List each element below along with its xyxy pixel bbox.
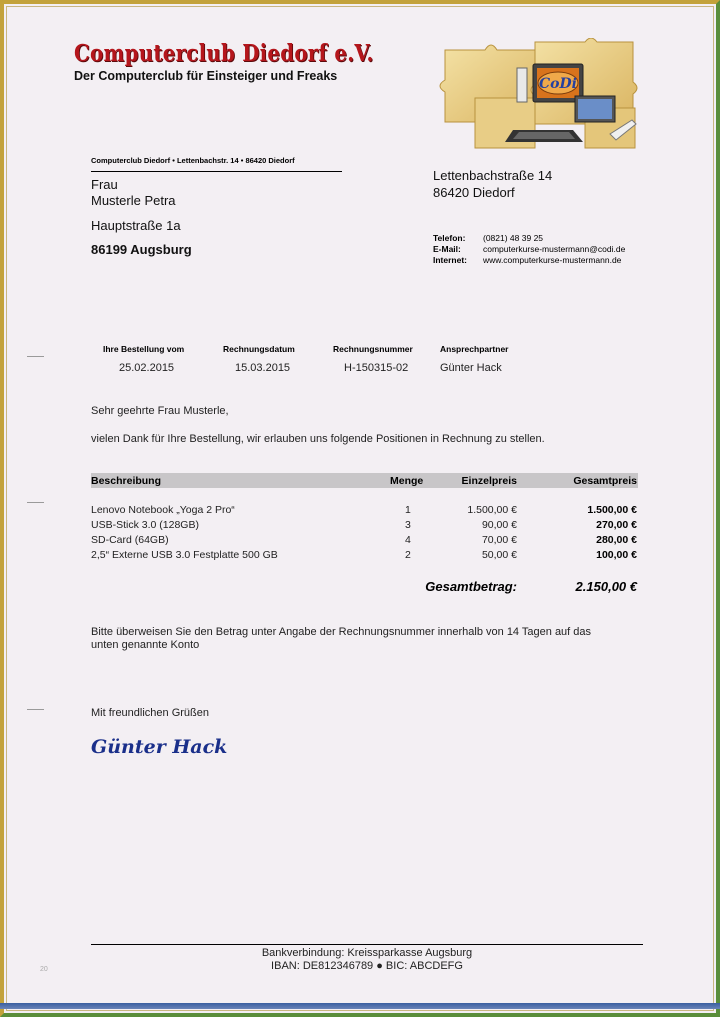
phone-value: (0821) 48 39 25 <box>483 233 544 243</box>
phone-label: Telefon: <box>433 233 466 243</box>
recipient-city: 86199 Augsburg <box>91 242 192 257</box>
invoice-number-value: H-150315-02 <box>344 362 409 374</box>
row-description: 2,5“ Externe USB 3.0 Festplatte 500 GB <box>91 549 278 561</box>
fold-mark-bottom <box>27 709 44 710</box>
row-description: USB-Stick 3.0 (128GB) <box>91 519 199 531</box>
row-description: SD-Card (64GB) <box>91 534 169 546</box>
contact-person-value: Günter Hack <box>440 362 502 374</box>
club-street: Lettenbachstraße 14 <box>433 168 553 183</box>
invoice-date-label: Rechnungsdatum <box>223 344 295 354</box>
column-header-unit-price: Einzelpreis <box>461 475 517 487</box>
row-total-price: 1.500,00 € <box>587 504 637 516</box>
greeting: Sehr geehrte Frau Musterle, <box>91 405 229 417</box>
club-name: Computerclub Diedorf e.V. <box>74 40 374 67</box>
club-subtitle: Der Computerclub für Einsteiger und Freaks <box>74 69 338 83</box>
row-unit-price: 1.500,00 € <box>467 504 517 516</box>
row-total-price: 270,00 € <box>596 519 637 531</box>
contact-web-row <box>433 255 621 265</box>
column-header-total-price: Gesamtpreis <box>573 475 637 487</box>
invoice-date-value: 15.03.2015 <box>235 362 291 374</box>
club-logo <box>435 38 645 156</box>
club-city: 86420 Diedorf <box>433 185 515 200</box>
row-quantity: 3 <box>405 519 411 531</box>
row-total-price: 280,00 € <box>596 534 637 546</box>
contact-phone-row <box>433 233 543 243</box>
total-value: 2.150,00 € <box>575 579 637 594</box>
punch-mark <box>27 502 44 503</box>
bank-details-line1: Bankverbindung: Kreissparkasse Augsburg <box>261 947 473 959</box>
footer-divider <box>91 944 643 945</box>
row-quantity: 1 <box>405 504 411 516</box>
contact-email-row <box>433 244 625 254</box>
recipient-salutation: Frau <box>91 177 118 192</box>
recipient-street: Hauptstraße 1a <box>91 218 181 233</box>
column-header-description: Beschreibung <box>91 475 162 487</box>
bank-details-line2: IBAN: DE812346789 ● BIC: ABCDEFG <box>271 960 463 972</box>
invoice-number-label: Rechnungsnummer <box>333 344 413 354</box>
total-label: Gesamtbetrag: <box>425 579 517 594</box>
row-unit-price: 50,00 € <box>481 549 517 561</box>
email-value: computerkurse-mustermann@codi.de <box>483 244 626 254</box>
row-unit-price: 90,00 € <box>481 519 517 531</box>
signature: Günter Hack <box>91 736 228 758</box>
page-number: 20 <box>40 966 48 973</box>
bottom-strip <box>0 1003 720 1009</box>
row-quantity: 4 <box>405 534 411 546</box>
intro-text: vielen Dank für Ihre Bestellung, wir erlauben uns folgende Positionen in Rechnung zu stellen. <box>91 433 545 445</box>
fold-mark-top <box>27 356 44 357</box>
payment-note-line2: unten genannte Konto <box>91 639 200 651</box>
payment-note-line1: Bitte überweisen Sie den Betrag unter Angabe der Rechnungsnummer innerhalb von 14 Tagen auf das <box>91 626 592 638</box>
order-date-label: Ihre Bestellung vom <box>103 344 185 354</box>
row-total-price: 100,00 € <box>596 549 637 561</box>
row-quantity: 2 <box>405 549 411 561</box>
email-label: E-Mail: <box>433 244 461 254</box>
row-description: Lenovo Notebook „Yoga 2 Pro“ <box>91 504 235 516</box>
svg-text:CoDi: CoDi <box>539 76 577 92</box>
web-label: Internet: <box>433 255 467 265</box>
row-unit-price: 70,00 € <box>481 534 517 546</box>
contact-person-label: Ansprechpartner <box>440 344 509 354</box>
order-date-value: 25.02.2015 <box>119 362 175 374</box>
sender-return-line: Computerclub Diedorf • Lettenbachstr. 14 • 86420 Diedorf <box>91 156 295 165</box>
puzzle-logo-icon <box>435 38 645 156</box>
sender-divider <box>91 171 342 172</box>
closing: Mit freundlichen Grüßen <box>91 707 209 719</box>
web-value: www.computerkurse-mustermann.de <box>483 255 622 265</box>
recipient-name: Musterle Petra <box>91 193 176 208</box>
column-header-quantity: Menge <box>390 475 424 487</box>
